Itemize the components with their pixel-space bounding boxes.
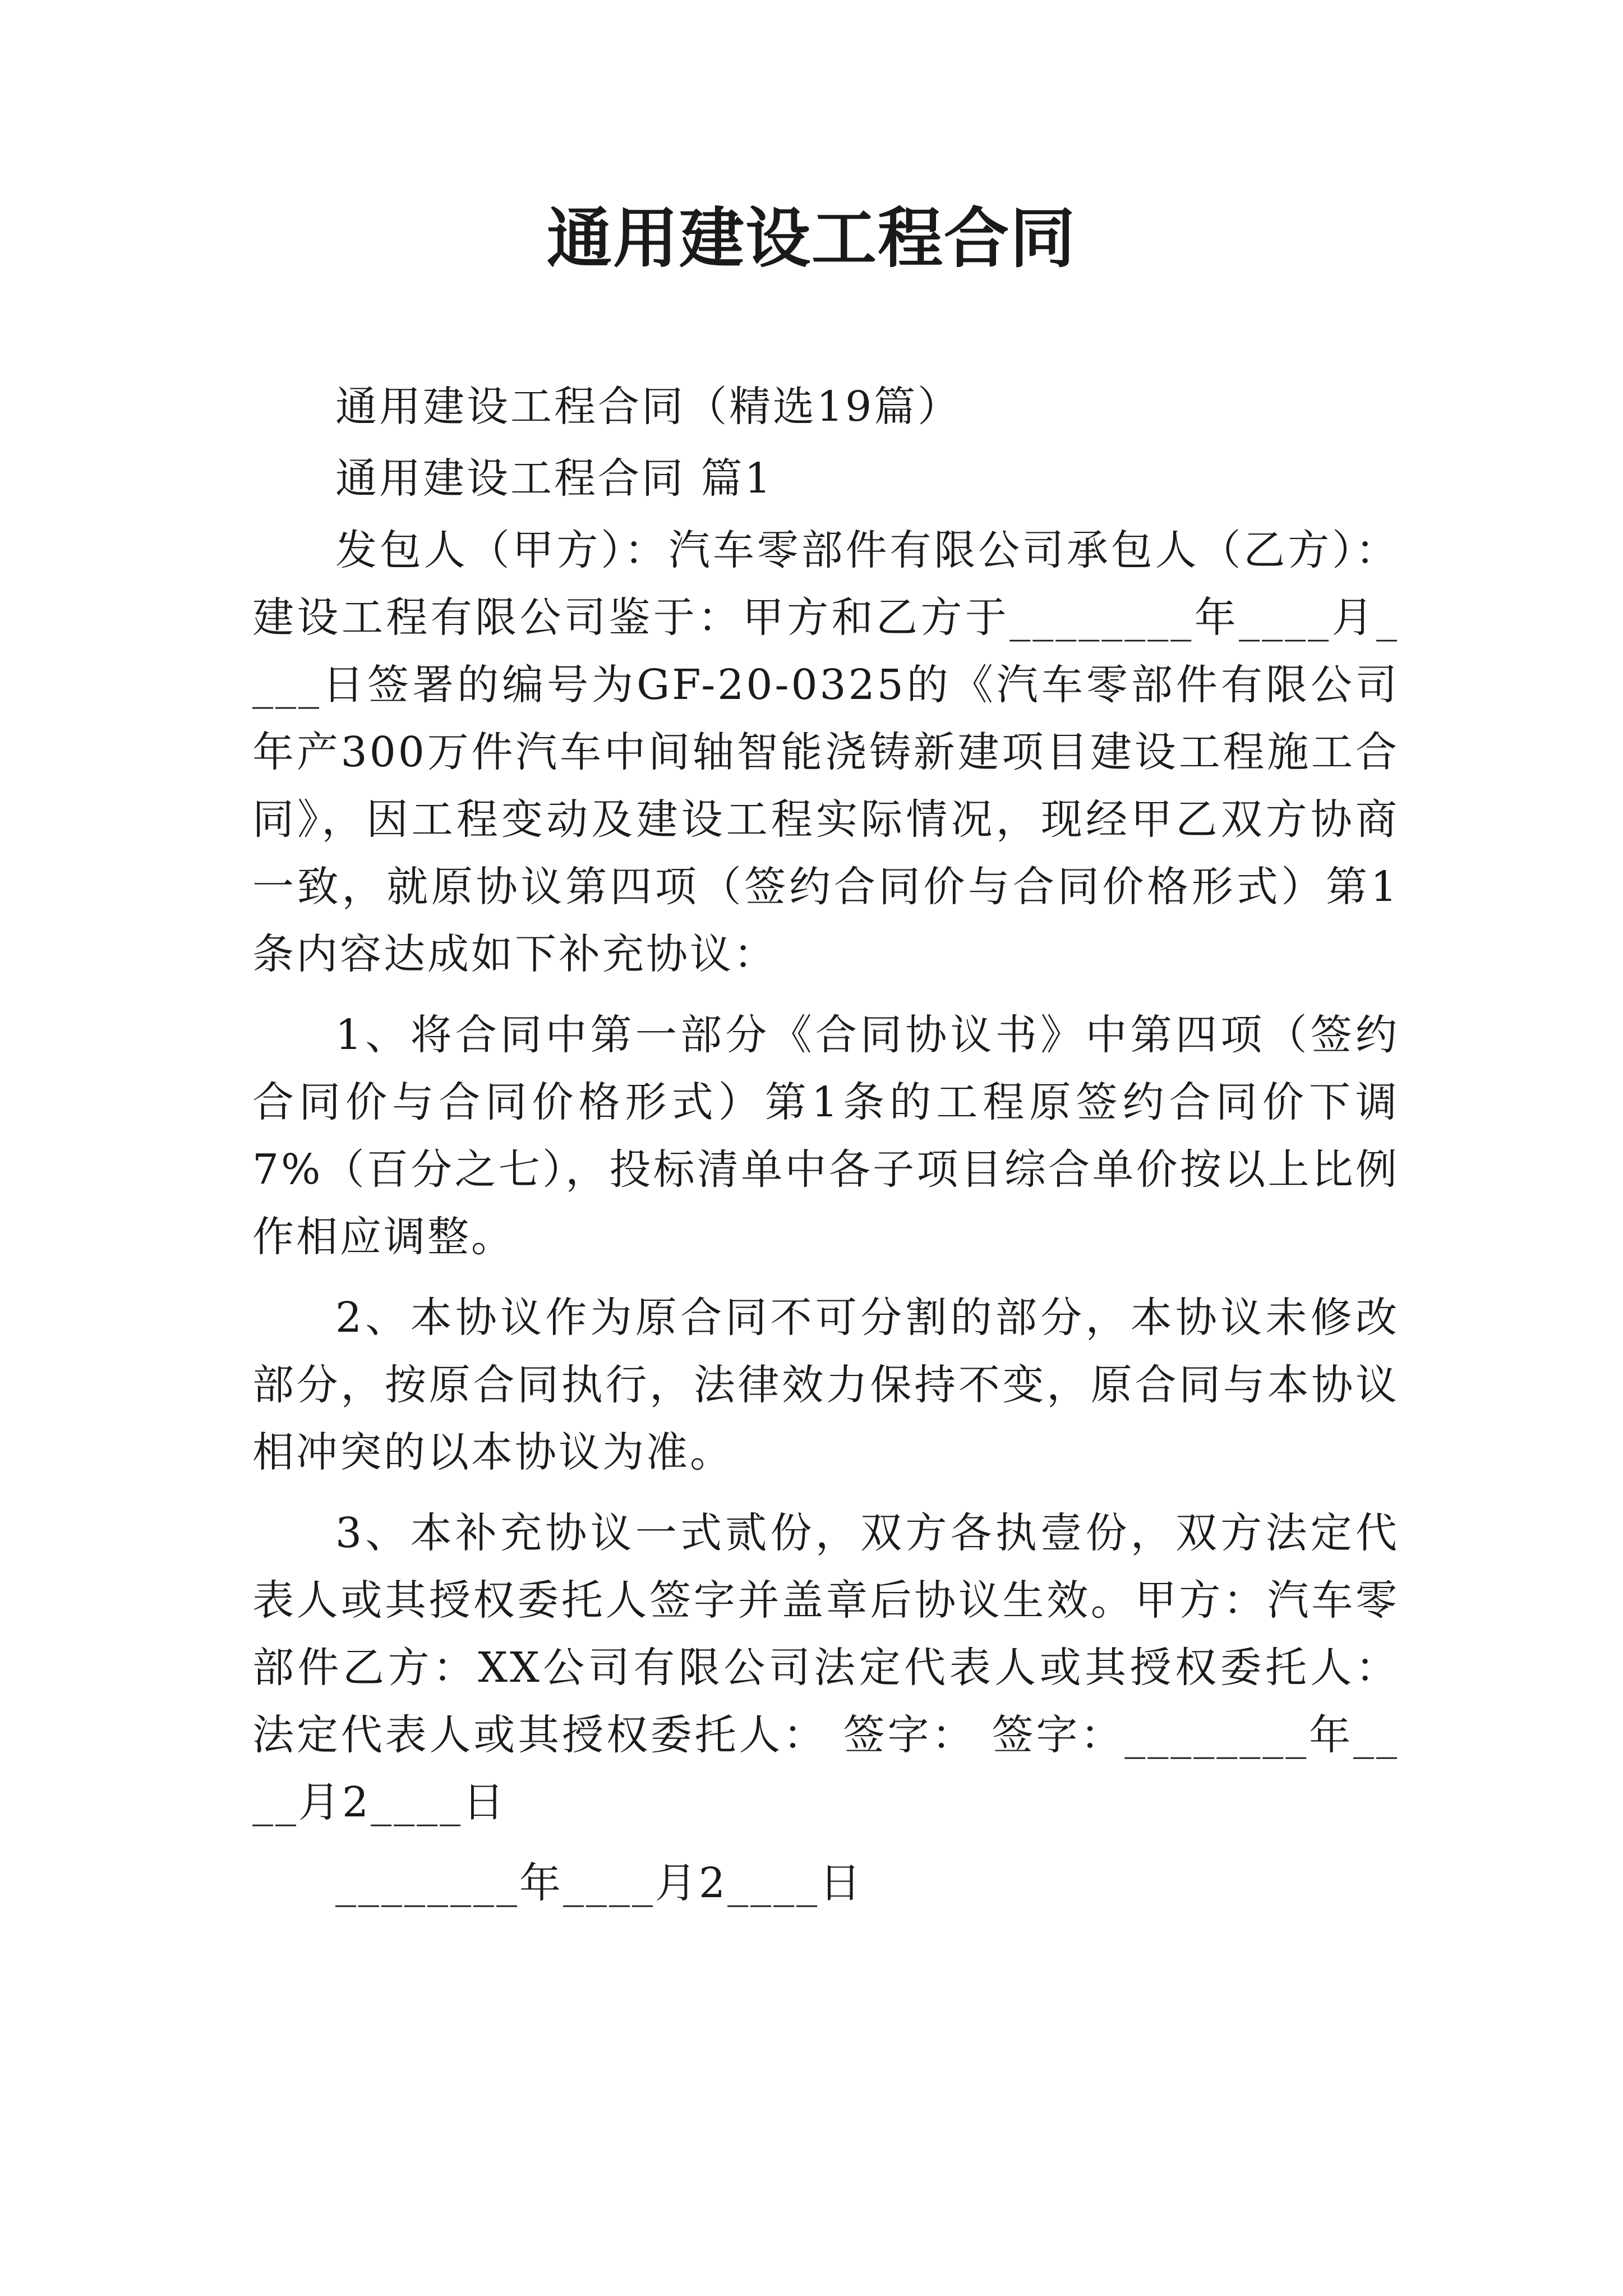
document-title: 通用建设工程合同 xyxy=(547,200,1076,277)
paragraph-clause-3: 3、本补充协议一式贰份，双方各执壹份，双方法定代表人或其授权委托人签字并盖章后协议生效。甲方：汽车零部件乙方：XX公司有限公司法定代表人或其授权委托人：法定代表人或其授权委托人： 签字： 签字：________年____月2____日 xyxy=(252,1509,1399,1826)
paragraph-subtitle: 通用建设工程合同（精选19篇） xyxy=(335,383,962,431)
document-body xyxy=(252,373,1399,1917)
paragraph-clause-2: 2、本协议作为原合同不可分割的部分，本协议未修改部分，按原合同执行，法律效力保持不变，原合同与本协议相冲突的以本协议为准。 xyxy=(252,1294,1399,1476)
paragraph-preamble: 发包人（甲方）：汽车零部件有限公司承包人（乙方）：建设工程有限公司鉴于：甲方和乙方于________年____月____日签署的编号为GF-20-0325的《汽车零部件有限公司年产300万件汽车中间轴智能浇铸新建项目建设工程施工合同》，因工程变动及建设工程实际情况，现经甲乙双方协商一致，就原协议第四项（签约合同价与合同价格形式）第1条内容达成如下补充协议： xyxy=(252,526,1399,978)
paragraph-signature-date: ________年____月2____日 xyxy=(335,1859,864,1907)
paragraph-clause-1: 1、将合同中第一部分《合同协议书》中第四项（签约合同价与合同价格形式）第1条的工程原签约合同价下调7%（百分之七），投标清单中各子项目综合单价按以上比例作相应调整。 xyxy=(252,1011,1399,1261)
paragraph-section-heading: 通用建设工程合同 篇1 xyxy=(335,454,773,503)
